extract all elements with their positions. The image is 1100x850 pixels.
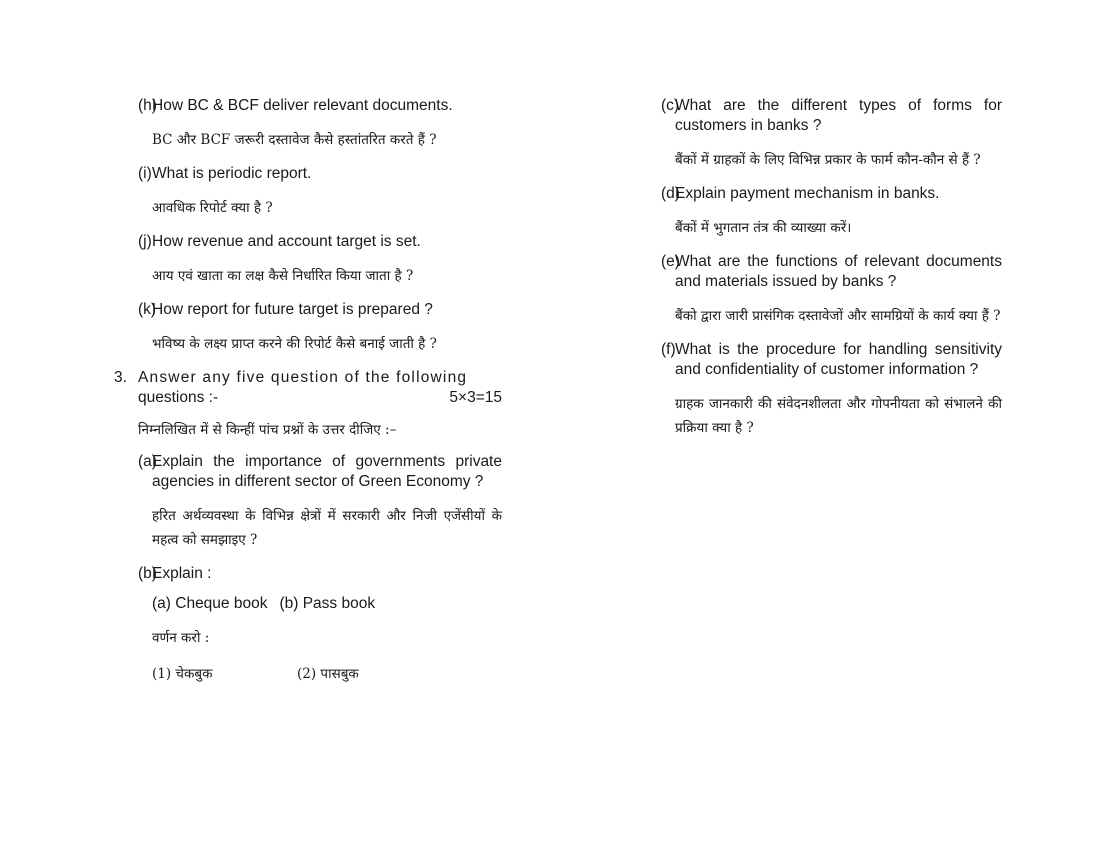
question-text-hi: आय एवं खाता का लक्ष कैसे निर्धारित किया जाता है ?	[152, 268, 414, 284]
question-c	[637, 96, 1002, 172]
question-text-hi: हरित अर्थव्यवस्था के विभिन्न क्षेत्रों में सरकारी और निजी एजेंसीयों के महत्व को समझाइए ?	[152, 508, 502, 548]
question-label: (h)	[138, 97, 157, 114]
question-text-hi: वर्णन करो :	[152, 630, 210, 646]
question-text-en: What are the different types of forms for customers in banks ?	[675, 97, 1002, 134]
section-instruction-tail: questions :-	[138, 389, 219, 406]
option-passbook-hi: (2) पासबुक	[297, 666, 359, 682]
sub-options-hi	[152, 662, 502, 686]
question-text-en: Explain payment mechanism in banks.	[675, 185, 940, 202]
question-b	[114, 564, 502, 686]
question-label: (b)	[138, 565, 157, 582]
question-i	[114, 164, 502, 220]
question-text-hi: BC और BCF जरूरी दस्तावेज कैसे हस्तांतरित करते हैं ?	[152, 132, 437, 148]
question-label: (e)	[661, 253, 680, 270]
question-text-en: What is the procedure for handling sensitivity and confidentiality of customer information ?	[675, 341, 1002, 378]
section-3-heading	[114, 368, 502, 408]
question-e	[637, 252, 1002, 328]
option-pass-book: (b) Pass book	[279, 595, 376, 612]
question-text-en: What are the functions of relevant documents and materials issued by banks ?	[675, 253, 1002, 290]
question-text-en: How report for future target is prepared ?	[152, 301, 433, 318]
section-instruction: Answer any five question of the following	[138, 369, 468, 386]
question-text-hi: बैंकों में ग्राहकों के लिए विभिन्न प्रकार के फार्म कौन-कौन से हैं ?	[675, 152, 981, 168]
question-label: (d)	[661, 185, 680, 202]
question-j	[114, 232, 502, 288]
question-text-hi: बैंको द्वारा जारी प्रासंगिक दस्तावेजों और सामग्रियों के कार्य क्या हैं ?	[675, 308, 1001, 324]
question-text-en: How BC & BCF deliver relevant documents.	[152, 97, 453, 114]
left-column	[114, 96, 502, 698]
section-marks: 5×3=15	[449, 389, 502, 406]
question-text-hi: बैंकों में भुगतान तंत्र की व्याख्या करें।	[675, 220, 852, 236]
question-d	[637, 184, 1002, 240]
question-text-hi: ग्राहक जानकारी की संवेदनशीलता और गोपनीयता को संभालने की प्रक्रिया क्या है ?	[675, 396, 1002, 436]
option-chequebook-hi: (1) चेकबुक	[152, 666, 213, 682]
question-text-en: How revenue and account target is set.	[152, 233, 421, 250]
right-column	[637, 96, 1002, 452]
question-text-hi: भविष्य के लक्ष्य प्राप्त करने की रिपोर्ट कैसे बनाई जाती है ?	[152, 336, 437, 352]
question-label: (c)	[661, 97, 680, 114]
section-instruction-hi: निम्नलिखित में से किन्हीं पांच प्रश्नों के उत्तर दीजिए :–	[138, 422, 397, 438]
question-text-en: What is periodic report.	[152, 165, 312, 182]
question-f	[637, 340, 1002, 440]
question-h	[114, 96, 502, 152]
sub-options-en	[152, 594, 502, 614]
question-text-en: Explain :	[152, 565, 212, 582]
question-a	[114, 452, 502, 552]
question-label: (k)	[138, 301, 157, 318]
question-label: (i)	[138, 165, 152, 182]
section-instruction-line2	[138, 388, 502, 408]
question-k	[114, 300, 502, 356]
question-label: (f)	[661, 341, 676, 358]
question-label: (a)	[138, 453, 157, 470]
question-label: (j)	[138, 233, 152, 250]
question-text-hi: आवधिक रिपोर्ट क्या है ?	[152, 200, 273, 216]
option-cheque-book: (a) Cheque book	[152, 595, 268, 612]
question-text-en: Explain the importance of governments private agencies in different sector of Green Economy ?	[152, 453, 502, 490]
section-number: 3.	[114, 369, 127, 386]
